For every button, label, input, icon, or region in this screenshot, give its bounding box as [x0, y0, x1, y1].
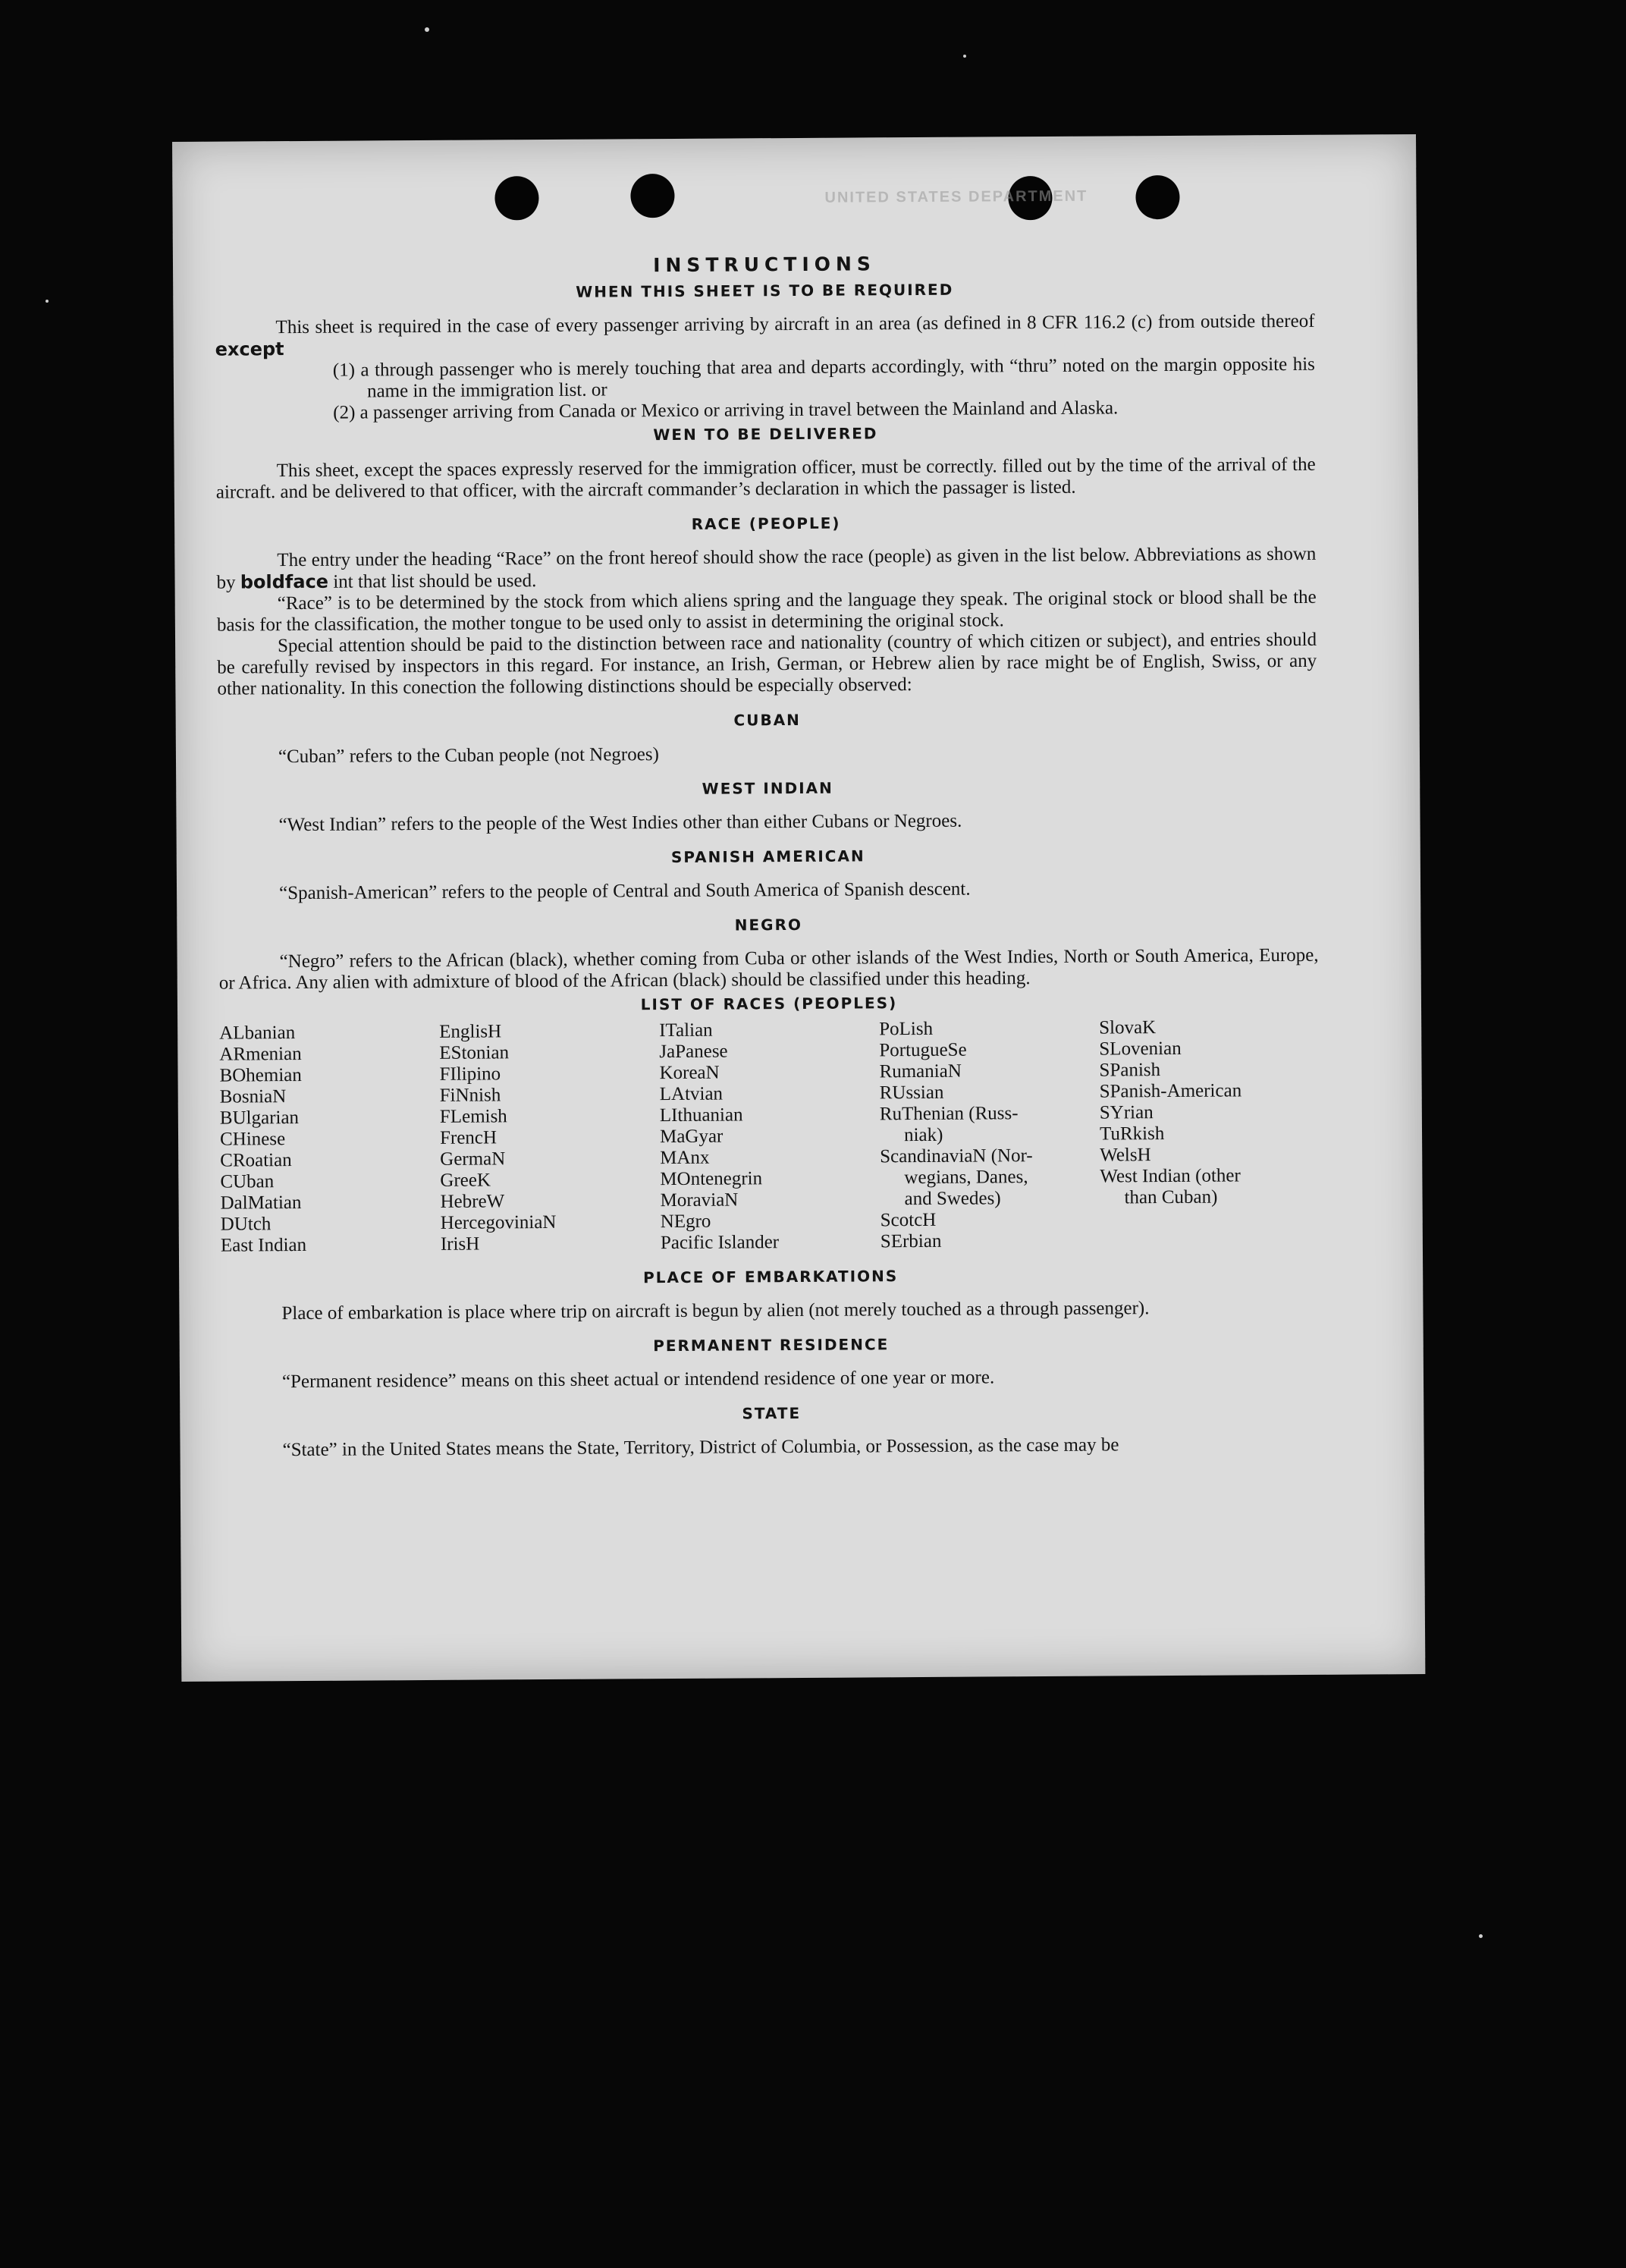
section-heading-when-required: WHEN THIS SHEET IS TO BE REQUIRED [576, 280, 954, 301]
race-item: DUtch [220, 1214, 272, 1235]
races-column-2 [439, 1020, 661, 1255]
exception-item-2: (2) a passenger arriving from Canada or Mexico or arriving in travel between the Mainland and Alaska. [333, 397, 1119, 423]
race-item: SPanish [1099, 1060, 1161, 1081]
race-item: ITalian [659, 1019, 713, 1041]
race-paragraph-2: “Race” is to be determined by the stock from which aliens spring and the language they speak. The original stock or blood shall be the basis for the classification, the mother tongue to be used only to assist in determining the original stock. [216, 586, 1317, 636]
race-item: HercegoviniaN [440, 1211, 557, 1233]
races-column-4 [879, 1018, 1100, 1253]
race-item: West Indian (other [1100, 1165, 1241, 1187]
spanish-american-paragraph: “Spanish-American” refers to the people of Central and South America of Spanish descent. [278, 878, 971, 904]
race-item-continuation: and Swedes) [904, 1188, 1001, 1210]
race-item: DalMatian [220, 1192, 302, 1214]
race-item: FrencH [439, 1127, 498, 1148]
race-item-continuation: than Cuban) [1124, 1186, 1218, 1208]
race-item: East Indian [220, 1234, 307, 1256]
section-heading-cuban: CUBAN [733, 710, 801, 730]
race-item: GermaN [440, 1148, 506, 1170]
race-item: NEgro [660, 1211, 711, 1233]
race-item: MOntenegrin [660, 1168, 763, 1190]
punch-hole [494, 176, 538, 220]
race-item: CRoatian [220, 1150, 292, 1171]
races-column-5 [1099, 1016, 1320, 1252]
section-heading-delivered: WEN TO BE DELIVERED [653, 424, 878, 444]
required-paragraph [215, 311, 1314, 361]
race-item: MoraviaN [660, 1189, 739, 1211]
race-item: RuThenian (Russ- [879, 1103, 1019, 1125]
race-item: FLemish [439, 1106, 507, 1127]
race-item: BUlgarian [219, 1107, 300, 1129]
dust-speck [425, 27, 429, 32]
race-item: EStonian [439, 1042, 510, 1063]
race-item: FIlipino [439, 1063, 501, 1085]
race-item: EnglisH [439, 1021, 502, 1042]
race-item: GreeK [440, 1170, 491, 1191]
race-item: BOhemian [219, 1064, 302, 1086]
race-item-continuation: niak) [903, 1124, 943, 1146]
race-paragraph-1 [216, 544, 1316, 594]
race-item: KoreaN [659, 1062, 720, 1084]
race-item: BosniaN [219, 1086, 287, 1107]
dust-speck [963, 55, 966, 58]
state-paragraph: “State” in the United States means the State, Territory, District of Columbia, or Possession, as the case may be [282, 1434, 1119, 1461]
section-heading-west-indian: WEST INDIAN [702, 778, 833, 798]
exception-item-1: (1) a through passenger who is merely touching that area and departs accordingly, with “thru” noted on the margin opposite his name in the immigration list. or [332, 353, 1315, 402]
punch-hole [1135, 175, 1179, 219]
race-item: HebreW [440, 1191, 505, 1212]
document-sheet [172, 134, 1425, 1682]
race-item: CHinese [219, 1129, 286, 1150]
race-item: MaGyar [659, 1126, 724, 1148]
west-indian-paragraph: “West Indian” refers to the people of the West Indies other than either Cubans or Negroes. [278, 810, 962, 836]
race-item: MAnx [660, 1147, 710, 1169]
section-heading-list-of-races: LIST OF RACES (PEOPLES) [640, 994, 898, 1014]
section-heading-race: RACE (PEOPLE) [691, 514, 841, 533]
negro-paragraph: “Negro” refers to the African (black), whether coming from Cuba or other islands of the West Indies, North or South America, Europe, or Africa. Any alien with admixture of blood of the African (black) should be classified under this heading. [218, 944, 1319, 994]
punch-hole [630, 174, 674, 218]
race-item: PortugueSe [879, 1039, 967, 1061]
section-heading-permanent-residence: PERMANENT RESIDENCE [653, 1335, 890, 1355]
delivered-paragraph: This sheet, except the spaces expressly reserved for the immigration officer, must be correctly. filled out by the time of the arrival of the aircraft. and be delivered to that officer, with the aircraft commander’s declaration in which the passager is listed. [215, 454, 1316, 503]
race-item: RumaniaN [879, 1060, 962, 1082]
race-item: WelsH [1100, 1145, 1151, 1166]
residence-paragraph: “Permanent residence” means on this sheet actual or intendend residence of one year or more. [281, 1367, 995, 1393]
race-item: TuRkish [1099, 1123, 1165, 1145]
race-item: PoLish [879, 1018, 934, 1040]
race-item: RUssian [879, 1082, 944, 1104]
dust-speck [1479, 1934, 1483, 1938]
race-item: FiNnish [439, 1085, 501, 1106]
race-item: SYrian [1099, 1102, 1154, 1123]
section-heading-spanish-american: SPANISH AMERICAN [670, 847, 865, 867]
race-item: LIthuanian [659, 1104, 743, 1126]
bleed-through-text: UNITED STATES DEPARTMENT [824, 187, 1088, 206]
cuban-paragraph: “Cuban” refers to the Cuban people (not Negroes) [278, 744, 659, 768]
race-p1-text: The entry under the heading “Race” on the front hereof should show the race (people) as given in the list below. Abbreviations as shown by [216, 543, 1317, 593]
race-item: LAtvian [659, 1083, 724, 1105]
race-item: ARmenian [219, 1043, 302, 1065]
race-item: CUban [220, 1171, 275, 1192]
required-intro-text: This sheet is required in the case of every passenger arriving by aircraft in an area (as defined in 8 CFR 116.2 (c) from outside thereof [275, 310, 1315, 338]
race-p1-tail: int that list should be used. [333, 570, 537, 592]
races-list [219, 1016, 1320, 1257]
race-item: ScandinaviaN (Nor- [880, 1145, 1033, 1167]
race-item: SPanish-American [1099, 1080, 1242, 1102]
race-item: IrisH [440, 1233, 480, 1255]
race-item: JaPanese [659, 1041, 728, 1063]
races-column-3 [659, 1019, 880, 1254]
boldface-word: boldface [240, 570, 329, 593]
race-item: ALbanian [219, 1022, 296, 1044]
race-item: ScotcH [880, 1209, 937, 1231]
races-column-1 [219, 1022, 441, 1257]
race-item: SErbian [880, 1230, 942, 1252]
race-paragraph-3: Special attention should be paid to the distinction between race and nationality (country of which citizen or subject), and entries should be carefully revised by inspectors in this regard. For instance, an Irish, German, or Hebrew alien by race might be of English, Swiss, or any other nationality. In this conection the following distinctions should be especially observed: [217, 629, 1317, 699]
section-heading-negro: NEGRO [734, 915, 803, 935]
race-item: SlovaK [1099, 1017, 1157, 1038]
section-heading-embarkation: PLACE OF EMBARKATIONS [643, 1267, 899, 1287]
race-item: Pacific Islander [660, 1232, 780, 1254]
page-title: INSTRUCTIONS [653, 253, 876, 277]
race-item-continuation: wegians, Danes, [904, 1167, 1028, 1189]
embarkation-paragraph: Place of embarkation is place where trip on aircraft is begun by alien (not merely touched as a through passenger). [281, 1298, 1150, 1324]
dust-speck [46, 300, 49, 303]
instructions-body [215, 249, 1322, 1462]
section-heading-state: STATE [742, 1403, 802, 1423]
race-item: SLovenian [1099, 1038, 1182, 1060]
except-bold-word: except [215, 338, 284, 360]
